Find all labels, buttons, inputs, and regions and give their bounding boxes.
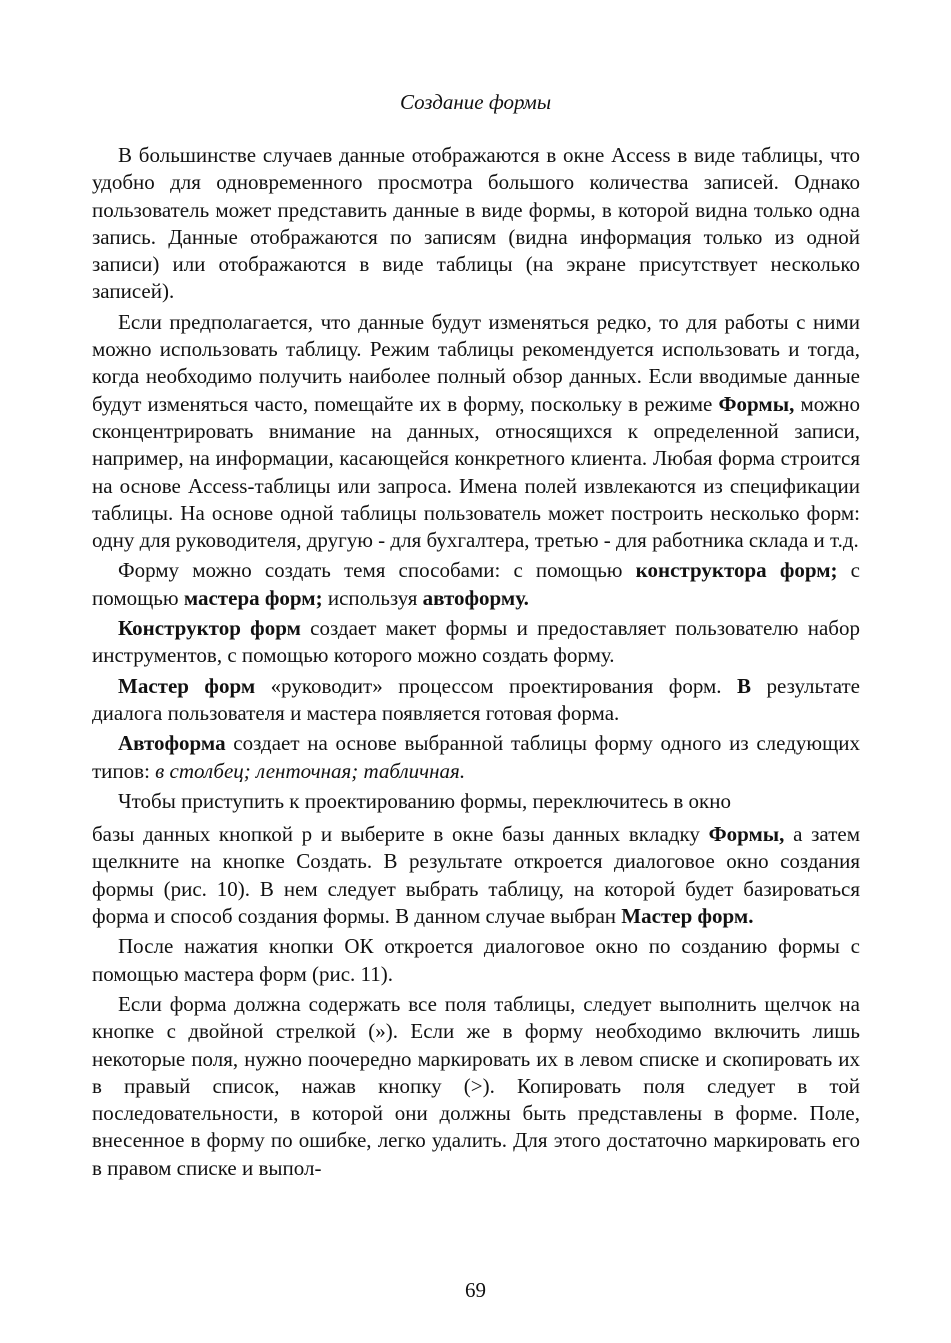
paragraph-text: В большинстве случаев данные отображаются в окне Access в виде таблицы, что удобно для одновременного просмотра большого количества записей. Однако пользователь может представить данные в виде формы, в которой видна только одна запись. Данные отображаются по записям (видна информация только из одной записи) или отображаются в виде таблицы (на экране присутствует несколько записей).	[92, 143, 860, 304]
paragraph	[92, 821, 860, 930]
paragraph-text: «руководит» процессом проектирования форм.	[255, 673, 738, 698]
bold-term: Мастер форм	[118, 673, 256, 698]
paragraph-text: создает на основе выбранной таблицы форму одного из следующих типов:	[92, 731, 860, 783]
bold-term: мастера форм;	[183, 585, 323, 610]
paragraph	[92, 730, 860, 785]
bold-term: В	[737, 673, 752, 698]
paragraph	[92, 557, 860, 612]
paragraph-text: После нажатия кнопки ОК откроется диалоговое окно по созданию формы с помощью мастера форм (рис. 11).	[92, 934, 860, 986]
section-title: Создание формы	[399, 90, 552, 114]
italic-term: в столбец; ленточная; табличная.	[155, 758, 466, 783]
bold-term: автоформу.	[422, 585, 529, 610]
bold-term: конструктора форм;	[635, 558, 838, 583]
bold-term: Автоформа	[118, 731, 226, 756]
paragraph-text: используя	[322, 585, 423, 610]
page-number: 69	[465, 1278, 486, 1302]
bold-term: Конструктор форм	[118, 616, 301, 641]
paragraph-text: создает макет формы и предоставляет пользователю набор инструментов, с помощью которого можно создать форму.	[92, 616, 860, 668]
paragraph-text: с помощью	[92, 558, 860, 610]
paragraph	[92, 991, 860, 1182]
bold-term: Формы,	[718, 391, 795, 416]
paragraph	[92, 933, 860, 988]
paragraph-text: а затем щелкните на кнопке Создать. В результате откроется диалоговое окно создания формы (рис. 10). В нем следует выбрать таблицу, на которой будет базироваться форма и способ создания формы. В данном случае выбран	[92, 822, 860, 929]
body-text	[92, 142, 860, 1185]
paragraph-text: Чтобы приступить к проектированию формы, переключитесь в окно	[118, 788, 731, 813]
paragraph	[92, 309, 860, 555]
paragraph-text: базы данных кнопкой р и выберите в окне базы данных вкладку	[92, 822, 709, 847]
paragraph-text: Если форма должна содержать все поля таблицы, следует выполнить щелчок на кнопке с двойной стрелкой (»). Если же в форму необходимо включить лишь некоторые поля, нужно поочередно маркировать их в левом списке и скопировать их в правый список, нажав кнопку (>). Копировать поля следует в той последовательности, в которой они должны быть представлены в форме. Поле, внесенное в форму по ошибке, легко удалить. Для этого достаточно маркировать его в правом списке и выпол-	[92, 991, 860, 1180]
paragraph	[92, 788, 860, 815]
paragraph	[92, 615, 860, 670]
paragraph	[92, 142, 860, 306]
paragraph-text: Если предполагается, что данные будут изменяться редко, то для работы с ними можно использовать таблицу. Режим таблицы рекомендуется использовать и тогда, когда необходимо получить наиболее полный обзор данных. Если вводимые данные будут изменяться часто, помещайте их в форму, поскольку в режиме	[92, 309, 860, 416]
bold-term: Формы,	[708, 822, 785, 847]
paragraph	[92, 673, 860, 728]
paragraph-text: Форму можно создать темя способами: с помощью	[118, 558, 636, 583]
paragraph-text: результате диалога пользователя и мастера появляется готовая форма.	[92, 673, 860, 725]
bold-term: Мастер форм.	[621, 904, 754, 929]
paragraph-text: можно сконцентрировать внимание на данных, относящихся к определенной записи, например, на информации, касающейся конкретного клиента. Любая форма строится на основе Access-таблицы или запроса. Имена полей извлекаются из спецификации таблицы. На основе одной таблицы пользователь может построить несколько форм: одну для руководителя, другую - для бухгалтера, третью - для работника склада и т.д.	[92, 391, 861, 553]
